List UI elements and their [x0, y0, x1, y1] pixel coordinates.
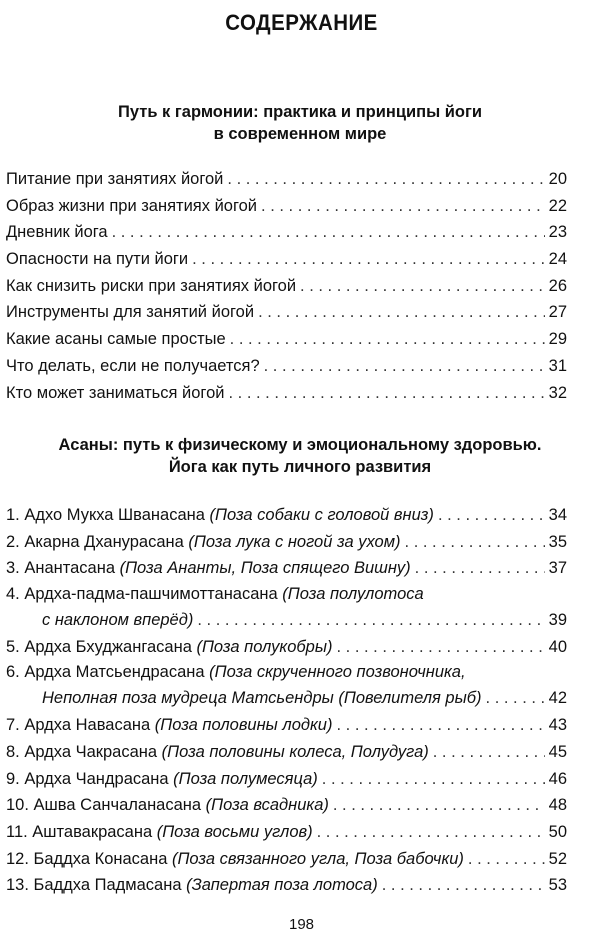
entry-page-number: 34 [548, 506, 567, 524]
toc-entry[interactable] [6, 712, 567, 739]
entry-title-text: Как снизить риски при занятиях йогой [6, 276, 297, 295]
entry-subtitle: (Поза лука с ногой за ухом) [188, 532, 401, 551]
entry-page-number: 31 [548, 356, 567, 375]
toc-entry[interactable] [6, 582, 567, 634]
entry-title-text: 10. Ашва Санчаланасана [6, 796, 206, 815]
entry-subtitle: (Поза собаки с головой вниз) [209, 506, 434, 524]
section-heading-line: Асаны: путь к физическому и эмоциональному здоровью. [58, 436, 542, 454]
entry-subtitle: (Поза полукобры) [196, 637, 333, 656]
entry-title [6, 246, 188, 273]
dot-leader [112, 219, 545, 246]
toc-entry[interactable] [6, 353, 567, 380]
entry-page-number: 37 [548, 559, 567, 578]
dot-leader [415, 555, 545, 582]
toc-entry[interactable] [6, 634, 567, 661]
dot-leader [382, 872, 545, 899]
entry-title [6, 819, 313, 846]
entry-title [6, 326, 226, 353]
entry-page-number: 53 [548, 876, 567, 895]
dot-leader [227, 166, 544, 193]
entry-title [6, 166, 223, 193]
entry-title [6, 380, 224, 407]
toc-entry[interactable] [6, 193, 567, 220]
toc-entry[interactable] [6, 380, 567, 407]
entry-title-text: 3. Анантасана [6, 559, 120, 578]
entry-title-text: Какие асаны самые простые [6, 330, 226, 349]
dot-leader [230, 326, 545, 353]
section-heading-line: Йога как путь личного развития [168, 458, 432, 476]
entry-title [6, 193, 257, 220]
entry-title-text: 9. Ардха Чандрасана [6, 769, 174, 788]
toc-entry[interactable] [6, 529, 567, 556]
entry-page-number: 32 [548, 383, 567, 402]
toc-entry[interactable] [6, 792, 567, 819]
dot-leader [336, 634, 544, 661]
entry-subtitle: с наклоном вперёд) [42, 611, 194, 630]
entry-page-number: 48 [548, 796, 567, 815]
toc-entry[interactable] [6, 326, 567, 353]
entry-page-number: 42 [548, 689, 567, 708]
entry-subtitle: Неполная поза мудреца Матсьендры (Повелителя рыб) [42, 689, 482, 708]
entry-subtitle: (Поза полулотоса [282, 585, 424, 604]
entry-title [6, 502, 434, 529]
entry-title [6, 846, 464, 873]
dot-leader [300, 273, 545, 300]
dot-leader [333, 792, 545, 819]
toc-entry[interactable] [6, 273, 567, 300]
entry-title [6, 219, 108, 246]
toc-entry[interactable] [6, 299, 567, 326]
dot-leader [336, 712, 544, 739]
entry-title [42, 685, 482, 712]
entry-subtitle: (Поза всадника) [205, 796, 329, 815]
entry-title-text: Дневник йога [6, 223, 108, 242]
entry-subtitle: (Поза Ананты, Поза спящего Вишну) [119, 559, 411, 578]
dot-leader [264, 353, 545, 380]
entry-title-text: Образ жизни при занятиях йогой [6, 196, 258, 215]
dot-leader [405, 529, 545, 556]
section-heading-2 [20, 434, 580, 478]
entry-title [6, 273, 296, 300]
entry-subtitle: (Запертая поза лотоса) [186, 876, 378, 895]
page-number: 198 [288, 916, 315, 933]
entry-page-number: 29 [548, 330, 567, 349]
toc-list-1 [6, 166, 567, 406]
toc-entry[interactable] [6, 219, 567, 246]
entry-page-number: 24 [548, 250, 567, 269]
entry-title-text: 11. Аштавакрасана [6, 822, 157, 841]
toc-entry[interactable] [6, 846, 567, 873]
entry-title-text: 7. Ардха Навасана [6, 716, 155, 735]
entry-title-text: 8. Ардха Чакрасана [6, 742, 162, 761]
toc-entry[interactable] [6, 555, 567, 582]
entry-title-text: 1. Адхо Мукха Шванасана [6, 506, 210, 524]
dot-leader [468, 846, 545, 873]
dot-leader [322, 766, 545, 793]
toc-entry[interactable] [6, 246, 567, 273]
entry-page-number: 35 [548, 532, 567, 551]
section-heading-1 [20, 101, 580, 145]
entry-title [6, 299, 254, 326]
entry-title [6, 872, 378, 899]
section-heading-line: Путь к гармонии: практика и принципы йоги [118, 103, 482, 121]
entry-page-number: 22 [548, 196, 567, 215]
dot-leader [261, 193, 545, 220]
toc-entry[interactable] [6, 819, 567, 846]
dot-leader [486, 685, 545, 712]
entry-title-text: Питание при занятиях йогой [6, 170, 224, 188]
entry-subtitle: (Поза половины колеса, Полудуга) [161, 742, 429, 761]
entry-title-text: 12. Баддха Конасана [6, 849, 172, 868]
dot-leader [433, 739, 545, 766]
toc-entry[interactable] [6, 660, 567, 712]
entry-subtitle: (Поза полумесяца) [173, 769, 318, 788]
entry-title-text: 5. Ардха Бхуджангасана [6, 637, 197, 656]
dot-leader [197, 607, 544, 634]
entry-subtitle: (Поза скрученного позвоночника, [209, 663, 466, 682]
entry-title [6, 792, 329, 819]
entry-page-number: 52 [548, 849, 567, 868]
entry-title [6, 353, 260, 380]
entry-page-number: 39 [548, 611, 567, 630]
entry-page-number: 46 [548, 769, 567, 788]
toc-entry[interactable] [6, 766, 567, 793]
entry-page-number: 50 [548, 822, 567, 841]
dot-leader [258, 299, 545, 326]
entry-page-number: 20 [548, 170, 567, 188]
page-title: СОДЕРЖАНИЕ [225, 10, 378, 35]
entry-subtitle: (Поза связанного угла, Поза бабочки) [171, 849, 464, 868]
toc-list-2 [6, 502, 567, 899]
dot-leader [317, 819, 545, 846]
entry-title-text: Кто может заниматься йогой [6, 383, 225, 402]
entry-subtitle: (Поза восьми углов) [156, 822, 313, 841]
entry-title-text: 6. Ардха Матсьендрасана [6, 663, 210, 682]
toc-entry[interactable] [6, 872, 567, 899]
dot-leader [228, 380, 544, 407]
entry-title [6, 634, 332, 661]
toc-entry[interactable] [6, 502, 567, 529]
toc-entry[interactable] [6, 166, 567, 193]
entry-title [6, 663, 466, 681]
entry-title-text: 2. Акарна Дханурасана [6, 532, 189, 551]
entry-title-text: Инструменты для занятий йогой [6, 303, 255, 322]
entry-page-number: 23 [548, 223, 567, 242]
entry-title-text: 13. Баддха Падмасана [6, 876, 187, 895]
dot-leader [192, 246, 545, 273]
toc-entry[interactable] [6, 739, 567, 766]
entry-title-text: 4. Ардха-падма-пашчимоттанасана [6, 585, 283, 604]
section-heading-line: в современном мире [213, 125, 387, 143]
dot-leader [438, 502, 545, 529]
entry-title [6, 529, 401, 556]
entry-title-text: Что делать, если не получается? [6, 356, 260, 375]
entry-title [6, 585, 424, 603]
entry-title [6, 712, 332, 739]
entry-page-number: 45 [548, 742, 567, 761]
entry-page-number: 26 [548, 276, 567, 295]
entry-title [42, 607, 193, 634]
entry-page-number: 40 [548, 637, 567, 656]
entry-title-text: Опасности на пути йоги [6, 250, 189, 269]
entry-subtitle: (Поза половины лодки) [154, 716, 333, 735]
entry-page-number: 43 [548, 716, 567, 735]
entry-page-number: 27 [548, 303, 567, 322]
entry-title [6, 766, 318, 793]
entry-title [6, 739, 429, 766]
entry-title [6, 555, 411, 582]
